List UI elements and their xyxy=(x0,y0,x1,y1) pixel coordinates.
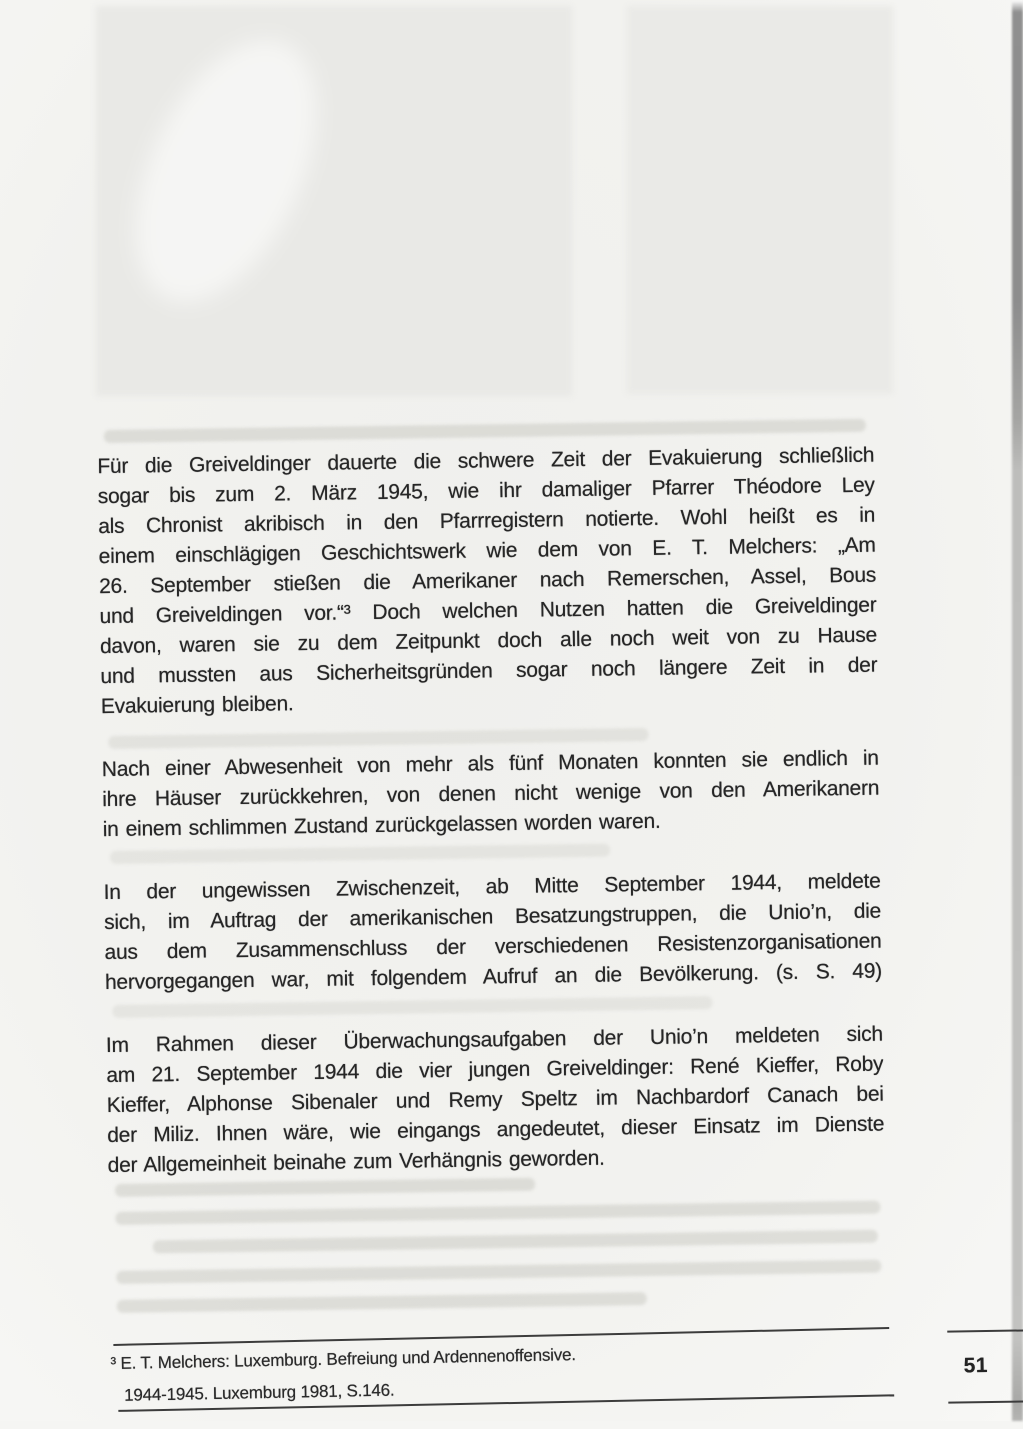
text-line: und mussten aus Sicherheitsgründen sogar noch längere Zeit in der xyxy=(100,653,878,689)
page-number-rule-top xyxy=(947,1329,1023,1332)
text-line: aus dem Zusammenschluss der verschiedenen Resistenzorganisationen xyxy=(104,929,882,965)
paragraph-3 xyxy=(103,867,882,999)
body-text xyxy=(97,441,885,1181)
text-line: einem einschlägigen Geschichtswerk wie dem von E. T. Melchers: „Am xyxy=(98,533,876,569)
text-line: der Allgemeinheit beinahe zum Verhängnis geworden. xyxy=(107,1146,605,1178)
footnote-line: 1944-1945. Luxemburg 1981, S.146. xyxy=(124,1380,395,1405)
paragraph-4 xyxy=(106,1020,885,1182)
paragraph-1 xyxy=(97,441,878,722)
text-line: am 21. September 1944 die vier jungen Greiveldinger: René Kieffer, Roby xyxy=(106,1052,884,1088)
text-line: der Miliz. Ihnen wäre, wie eingangs angedeutet, dieser Einsatz im Dienste xyxy=(107,1112,885,1148)
text-line: 26. September stießen die Amerikaner nach Remerschen, Assel, Bous xyxy=(98,563,877,599)
text-line: Kieffer, Alphonse Sibenaler und Remy Speltz im Nachbardorf Canach bei xyxy=(106,1082,884,1118)
text-line: Nach einer Abwesenheit von mehr als fünf Monaten konnten sie endlich in xyxy=(101,746,879,782)
text-line: In der ungewissen Zwischenzeit, ab Mitte September 1944, meldete xyxy=(103,869,881,905)
text-line: Evakuierung bleiben. xyxy=(100,692,294,719)
text-line: in einem schlimmen Zustand zurückgelassen worden waren. xyxy=(102,809,661,842)
text-line: ihre Häuser zurückkehren, von denen nicht wenige von den Amerikanern xyxy=(102,776,880,812)
bleed-through-text-line xyxy=(117,1292,647,1313)
text-line: Für die Greiveldinger dauerte die schwere Zeit der Evakuierung schließlich xyxy=(97,443,875,479)
text-line: hervorgegangen war, mit folgendem Aufruf an die Bevölkerung. (s. S. 49) xyxy=(104,959,883,995)
text-line: sich, im Auftrag der amerikanischen Besatzungstruppen, die Unio’n, die xyxy=(103,899,882,935)
bleed-through-text-line xyxy=(104,419,866,443)
bleed-through-text-line xyxy=(115,1178,535,1197)
page-number: 51 xyxy=(963,1353,989,1378)
text-line: und Greiveldingen vor.“³ Doch welchen Nutzen hatten die Greiveldinger xyxy=(99,593,877,629)
footnote-line: ³ E. T. Melchers: Luxemburg. Befreiung und Ardennenoffensive. xyxy=(110,1345,577,1374)
text-line: davon, waren sie zu dem Zeitpunkt doch alle noch weit von zu Hause xyxy=(99,623,878,659)
text-line: als Chronist akribisch in den Pfarrregistern notierte. Wohl heißt es in xyxy=(98,503,876,539)
bleed-through-text-line xyxy=(115,1201,880,1225)
text-line: Im Rahmen dieser Überwachungsaufgaben der Unio’n meldeten sich xyxy=(105,1022,884,1058)
text-line: sogar bis zum 2. März 1945, wie ihr damaliger Pfarrer Théodore Ley xyxy=(97,473,875,509)
bleed-through-text-line xyxy=(153,1230,878,1254)
bleed-through-text-line xyxy=(116,1260,881,1284)
paragraph-2 xyxy=(102,744,880,846)
page-number-rule-bottom xyxy=(948,1400,1023,1403)
